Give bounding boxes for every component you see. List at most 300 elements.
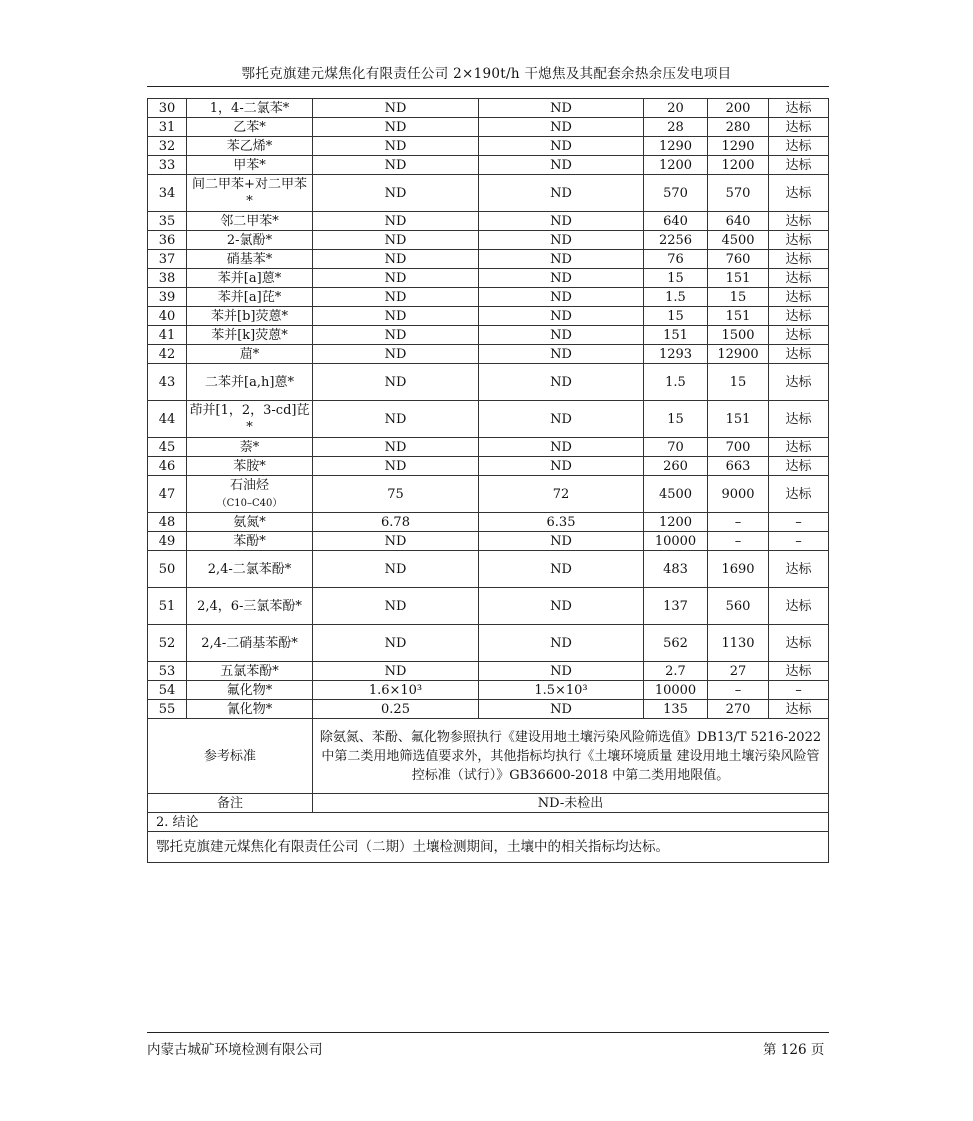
control-value — [708, 700, 769, 719]
table-row — [148, 662, 829, 681]
row-number — [148, 345, 187, 364]
row-number — [148, 212, 187, 231]
sample-value-1-text: ND — [384, 533, 407, 549]
row-number-text: 35 — [158, 213, 176, 229]
screening-value-text: 15 — [667, 308, 684, 324]
result-status — [769, 457, 829, 476]
row-number-text: 50 — [158, 561, 176, 577]
screening-value — [644, 250, 708, 269]
screening-value — [644, 269, 708, 288]
sample-value-2-text: ND — [550, 157, 572, 173]
control-value-text: 270 — [725, 701, 751, 717]
row-number — [148, 551, 187, 588]
sample-value-2 — [479, 588, 644, 625]
result-status-text: 达标 — [785, 138, 812, 154]
item-name-subtitle: （C10–C40） — [216, 497, 283, 509]
row-number — [148, 625, 187, 662]
remark-label: 备注 — [148, 794, 313, 813]
sample-value-1 — [313, 401, 479, 438]
screening-value-text: 1200 — [658, 157, 693, 173]
item-name — [187, 662, 313, 681]
item-name-text: 茚并[1，2，3-cd]芘* — [189, 403, 310, 435]
screening-value — [644, 231, 708, 250]
screening-value — [644, 457, 708, 476]
item-name — [187, 175, 313, 212]
sample-value-1-text: ND — [384, 346, 407, 362]
item-name-text: 石油烃 — [229, 477, 269, 493]
result-status — [769, 137, 829, 156]
sample-value-1 — [313, 438, 479, 457]
item-name-text: 2,4，6-三氯苯酚* — [197, 598, 302, 614]
result-status — [769, 326, 829, 345]
control-value — [708, 345, 769, 364]
screening-value-text: 70 — [667, 439, 684, 455]
sample-value-1-text: ND — [384, 138, 407, 154]
table-row — [148, 700, 829, 719]
control-value — [708, 476, 769, 513]
row-number — [148, 662, 187, 681]
footer-page-number: 第 126 页 — [763, 1042, 825, 1058]
item-name-text: 苯胺* — [233, 458, 266, 474]
result-status — [769, 401, 829, 438]
sample-value-2 — [479, 269, 644, 288]
conclusion-row — [148, 832, 829, 863]
sample-value-1 — [313, 137, 479, 156]
result-status-text: 达标 — [785, 598, 812, 614]
item-name-text: 苯酚* — [233, 533, 266, 549]
result-status-text: 达标 — [785, 486, 812, 502]
row-number-text: 48 — [158, 514, 176, 530]
sample-value-1 — [313, 532, 479, 551]
footer-divider — [147, 1032, 829, 1033]
result-status — [769, 625, 829, 662]
sample-value-1 — [313, 269, 479, 288]
result-status — [769, 532, 829, 551]
row-number — [148, 231, 187, 250]
screening-value-text: 135 — [663, 701, 688, 717]
sample-value-2-text: ND — [550, 561, 572, 577]
remark-row — [148, 794, 829, 813]
sample-value-2-text: ND — [550, 119, 572, 135]
reference-row — [148, 719, 829, 794]
screening-value — [644, 175, 708, 212]
table-row — [148, 99, 829, 118]
control-value-text: 663 — [725, 458, 751, 474]
sample-value-1-text: ND — [384, 598, 407, 614]
screening-value-text: 10000 — [654, 682, 697, 698]
item-name — [187, 156, 313, 175]
sample-value-1 — [313, 457, 479, 476]
control-value-text: 760 — [725, 251, 751, 267]
row-number-text: 32 — [158, 138, 176, 154]
result-status — [769, 269, 829, 288]
row-number-text: 34 — [158, 185, 176, 201]
table-row — [148, 250, 829, 269]
table-row — [148, 457, 829, 476]
sample-value-2-text: ND — [550, 213, 572, 229]
row-number — [148, 326, 187, 345]
row-number-text: 33 — [158, 157, 176, 173]
table-row — [148, 551, 829, 588]
result-status — [769, 513, 829, 532]
sample-value-2 — [479, 212, 644, 231]
control-value-text: 700 — [725, 439, 751, 455]
row-number-text: 44 — [158, 411, 176, 427]
table-row — [148, 269, 829, 288]
row-number-text: 53 — [158, 663, 176, 679]
result-status — [769, 438, 829, 457]
sample-value-2 — [479, 457, 644, 476]
sample-value-2 — [479, 137, 644, 156]
screening-value — [644, 588, 708, 625]
item-name — [187, 364, 313, 401]
sample-value-2-text: ND — [550, 411, 572, 427]
row-number — [148, 307, 187, 326]
conclusion-label-row — [148, 813, 829, 832]
screening-value — [644, 307, 708, 326]
control-value — [708, 231, 769, 250]
sample-value-2-text: ND — [550, 701, 572, 717]
result-status-text: – — [795, 682, 802, 698]
screening-value — [644, 288, 708, 307]
item-name-text: 萘* — [239, 439, 260, 455]
sample-value-2 — [479, 681, 644, 700]
table-row — [148, 476, 829, 513]
screening-value-text: 2.7 — [665, 663, 686, 679]
result-status — [769, 551, 829, 588]
item-name-text: 䓛* — [239, 346, 260, 362]
control-value-text: – — [734, 533, 742, 549]
table-row — [148, 175, 829, 212]
row-number — [148, 99, 187, 118]
sample-value-2 — [479, 364, 644, 401]
row-number — [148, 137, 187, 156]
sample-value-2 — [479, 700, 644, 719]
control-value-text: 15 — [729, 374, 747, 390]
control-value — [708, 438, 769, 457]
sample-value-2 — [479, 513, 644, 532]
item-name-text: 五氯苯酚* — [220, 663, 279, 679]
sample-value-2-text: ND — [550, 663, 572, 679]
row-number — [148, 118, 187, 137]
result-status-text: 达标 — [785, 251, 812, 267]
sample-value-1-text: ND — [384, 635, 407, 651]
table-body — [148, 99, 829, 719]
screening-value-text: 15 — [667, 411, 684, 427]
result-status — [769, 588, 829, 625]
row-number-text: 51 — [158, 598, 176, 614]
item-name — [187, 288, 313, 307]
item-name-text: 苯乙烯* — [226, 138, 273, 154]
item-name — [187, 457, 313, 476]
sample-value-2 — [479, 438, 644, 457]
sample-value-2-text: ND — [550, 598, 572, 614]
table-row — [148, 401, 829, 438]
table-row — [148, 118, 829, 137]
control-value — [708, 588, 769, 625]
row-number-text: 37 — [158, 251, 176, 267]
screening-value — [644, 326, 708, 345]
sample-value-1-text: ND — [384, 232, 407, 248]
screening-value-text: 570 — [663, 185, 688, 201]
sample-value-2-text: ND — [550, 308, 572, 324]
row-number — [148, 401, 187, 438]
row-number — [148, 700, 187, 719]
row-number-text: 38 — [158, 270, 176, 286]
sample-value-2 — [479, 401, 644, 438]
sample-value-1 — [313, 476, 479, 513]
item-name — [187, 532, 313, 551]
result-status-text: 达标 — [785, 157, 812, 173]
control-value-text: 1130 — [721, 635, 755, 651]
sample-value-2 — [479, 625, 644, 662]
sample-value-2-text: ND — [550, 327, 572, 343]
sample-value-2-text: ND — [550, 232, 572, 248]
screening-value-text: 1.5 — [665, 374, 686, 390]
control-value-text: 4500 — [721, 232, 755, 248]
table-row — [148, 137, 829, 156]
control-value — [708, 326, 769, 345]
result-status-text: 达标 — [785, 663, 812, 679]
item-name-text: 二苯并[a,h]蒽* — [205, 374, 294, 390]
result-status-text: 达标 — [785, 327, 812, 343]
result-status-text: 达标 — [785, 185, 812, 201]
row-number-text: 43 — [158, 374, 176, 390]
screening-value-text: 4500 — [658, 486, 693, 502]
row-number-text: 54 — [158, 682, 176, 698]
screening-value — [644, 137, 708, 156]
screening-value — [644, 401, 708, 438]
control-value — [708, 269, 769, 288]
result-status-text: 达标 — [785, 289, 812, 305]
sample-value-1-text: ND — [384, 289, 407, 305]
reference-text: 除氨氮、苯酚、氟化物参照执行《建设用地土壤污染风险筛选值》DB13/T 5216-2022 中第二类用地筛选值要求外，其他指标均执行《土壤环境质量 建设用地土壤污染风险管控标准（试行）》GB36600-2018 中第二类用地限值。 — [313, 719, 829, 794]
item-name — [187, 250, 313, 269]
control-value-text: – — [734, 514, 742, 530]
result-status-text: – — [795, 533, 802, 549]
control-value — [708, 513, 769, 532]
control-value — [708, 364, 769, 401]
sample-value-2 — [479, 118, 644, 137]
screening-value-text: 2256 — [658, 232, 693, 248]
screening-value-text: 151 — [663, 327, 688, 343]
control-value — [708, 99, 769, 118]
row-number-text: 40 — [158, 308, 176, 324]
sample-value-1 — [313, 588, 479, 625]
table-row — [148, 326, 829, 345]
item-name — [187, 118, 313, 137]
sample-value-2 — [479, 231, 644, 250]
sample-value-2-text: ND — [550, 439, 572, 455]
screening-value-text: 640 — [663, 213, 688, 229]
result-status — [769, 476, 829, 513]
sample-value-1-text: ND — [384, 327, 407, 343]
sample-value-1-text: 75 — [387, 486, 404, 502]
row-number-text: 47 — [158, 486, 176, 502]
item-name-text: 乙苯* — [233, 119, 266, 135]
item-name — [187, 269, 313, 288]
screening-value — [644, 99, 708, 118]
sample-value-1-text: ND — [384, 251, 407, 267]
control-value-text: 151 — [725, 308, 751, 324]
remark-text: ND-未检出 — [313, 794, 829, 813]
screening-value — [644, 681, 708, 700]
sample-value-1-text: ND — [384, 374, 407, 390]
item-name-text: 2,4-二氯苯酚* — [207, 561, 292, 577]
sample-value-2-text: ND — [550, 289, 572, 305]
row-number-text: 30 — [158, 100, 176, 116]
sample-value-2-text: ND — [550, 138, 572, 154]
row-number-text: 52 — [158, 635, 176, 651]
table-row — [148, 625, 829, 662]
sample-value-2-text: 6.35 — [546, 514, 576, 530]
table-row — [148, 438, 829, 457]
result-status-text: 达标 — [785, 232, 812, 248]
control-value-text: 1200 — [721, 157, 755, 173]
sample-value-1 — [313, 364, 479, 401]
control-value — [708, 212, 769, 231]
sample-value-1-text: 1.6×10³ — [368, 682, 423, 698]
control-value-text: 1690 — [721, 561, 755, 577]
result-status-text: 达标 — [785, 439, 812, 455]
item-name — [187, 476, 313, 513]
sample-value-2-text: ND — [550, 374, 572, 390]
item-name-text: 苯并[a]芘* — [217, 289, 282, 305]
item-name — [187, 438, 313, 457]
control-value — [708, 662, 769, 681]
sample-value-1 — [313, 662, 479, 681]
screening-value — [644, 345, 708, 364]
screening-value-text: 15 — [667, 270, 684, 286]
control-value-text: 570 — [725, 185, 751, 201]
row-number-text: 42 — [158, 346, 176, 362]
sample-value-1 — [313, 681, 479, 700]
screening-value-text: 76 — [667, 251, 684, 267]
item-name — [187, 326, 313, 345]
item-name-text: 1，4-二氯苯* — [209, 100, 290, 116]
result-status-text: 达标 — [785, 100, 812, 116]
screening-value-text: 28 — [667, 119, 684, 135]
result-status-text: 达标 — [785, 411, 812, 427]
screening-value-text: 1.5 — [665, 289, 686, 305]
sample-value-1-text: ND — [384, 411, 407, 427]
control-value-text: 560 — [725, 598, 751, 614]
item-name — [187, 212, 313, 231]
screening-value-text: 1293 — [658, 346, 693, 362]
item-name-text: 甲苯* — [233, 157, 266, 173]
row-number-text: 31 — [158, 119, 176, 135]
item-name — [187, 307, 313, 326]
row-number — [148, 175, 187, 212]
sample-value-1-text: ND — [384, 185, 407, 201]
sample-value-2-text: 1.5×10³ — [534, 682, 588, 698]
sample-value-1-text: ND — [384, 213, 407, 229]
sample-value-1 — [313, 156, 479, 175]
control-value-text: 9000 — [721, 486, 755, 502]
sample-value-1-text: 6.78 — [381, 514, 410, 530]
screening-value — [644, 700, 708, 719]
screening-value — [644, 662, 708, 681]
sample-value-2 — [479, 532, 644, 551]
sample-value-1 — [313, 345, 479, 364]
item-name — [187, 137, 313, 156]
sample-value-2-text: ND — [550, 100, 572, 116]
row-number — [148, 588, 187, 625]
sample-value-2 — [479, 326, 644, 345]
conclusion-label: 2. 结论 — [148, 813, 829, 832]
row-number — [148, 269, 187, 288]
sample-value-1 — [313, 118, 479, 137]
screening-value-text: 137 — [663, 598, 688, 614]
row-number — [148, 513, 187, 532]
item-name-text: 邻二甲苯* — [220, 213, 279, 229]
item-name — [187, 625, 313, 662]
screening-value-text: 20 — [667, 100, 684, 116]
sample-value-1 — [313, 551, 479, 588]
table-row — [148, 231, 829, 250]
control-value — [708, 118, 769, 137]
control-value — [708, 625, 769, 662]
screening-value-text: 10000 — [654, 533, 697, 549]
control-value-text: 1290 — [721, 138, 755, 154]
control-value-text: 1500 — [721, 327, 755, 343]
control-value-text: 12900 — [717, 346, 759, 362]
result-status-text: – — [795, 514, 802, 530]
sample-value-1-text: ND — [384, 458, 407, 474]
result-status — [769, 212, 829, 231]
result-status-text: 达标 — [785, 701, 812, 717]
row-number — [148, 681, 187, 700]
sample-value-1 — [313, 231, 479, 250]
item-name — [187, 401, 313, 438]
sample-value-2 — [479, 551, 644, 588]
sample-value-2 — [479, 99, 644, 118]
sample-value-1-text: ND — [384, 663, 407, 679]
row-number-text: 55 — [158, 701, 176, 717]
table-row — [148, 364, 829, 401]
screening-value — [644, 513, 708, 532]
table-row — [148, 345, 829, 364]
sample-value-1-text: ND — [384, 119, 407, 135]
sample-value-2 — [479, 156, 644, 175]
conclusion-text: 鄂托克旗建元煤焦化有限责任公司（二期）土壤检测期间，土壤中的相关指标均达标。 — [148, 832, 829, 863]
result-status — [769, 99, 829, 118]
item-name — [187, 700, 313, 719]
result-status — [769, 681, 829, 700]
sample-value-1-text: 0.25 — [381, 701, 410, 717]
sample-value-1-text: ND — [384, 561, 407, 577]
sample-value-2-text: ND — [550, 270, 572, 286]
control-value-text: 280 — [725, 119, 751, 135]
control-value — [708, 156, 769, 175]
item-name-text: 间二甲苯+对二甲苯* — [192, 177, 307, 209]
screening-value-text: 1290 — [658, 138, 693, 154]
row-number-text: 46 — [158, 458, 176, 474]
result-status — [769, 364, 829, 401]
sample-value-1 — [313, 250, 479, 269]
result-status-text: 达标 — [785, 458, 812, 474]
item-name-text: 苯并[k]荧蒽* — [211, 327, 288, 343]
item-name — [187, 99, 313, 118]
result-status-text: 达标 — [785, 346, 812, 362]
result-status — [769, 662, 829, 681]
sample-value-1 — [313, 212, 479, 231]
sample-value-1-text: ND — [384, 439, 407, 455]
result-status — [769, 231, 829, 250]
result-status-text: 达标 — [785, 374, 812, 390]
sample-value-2 — [479, 662, 644, 681]
sample-value-1 — [313, 513, 479, 532]
